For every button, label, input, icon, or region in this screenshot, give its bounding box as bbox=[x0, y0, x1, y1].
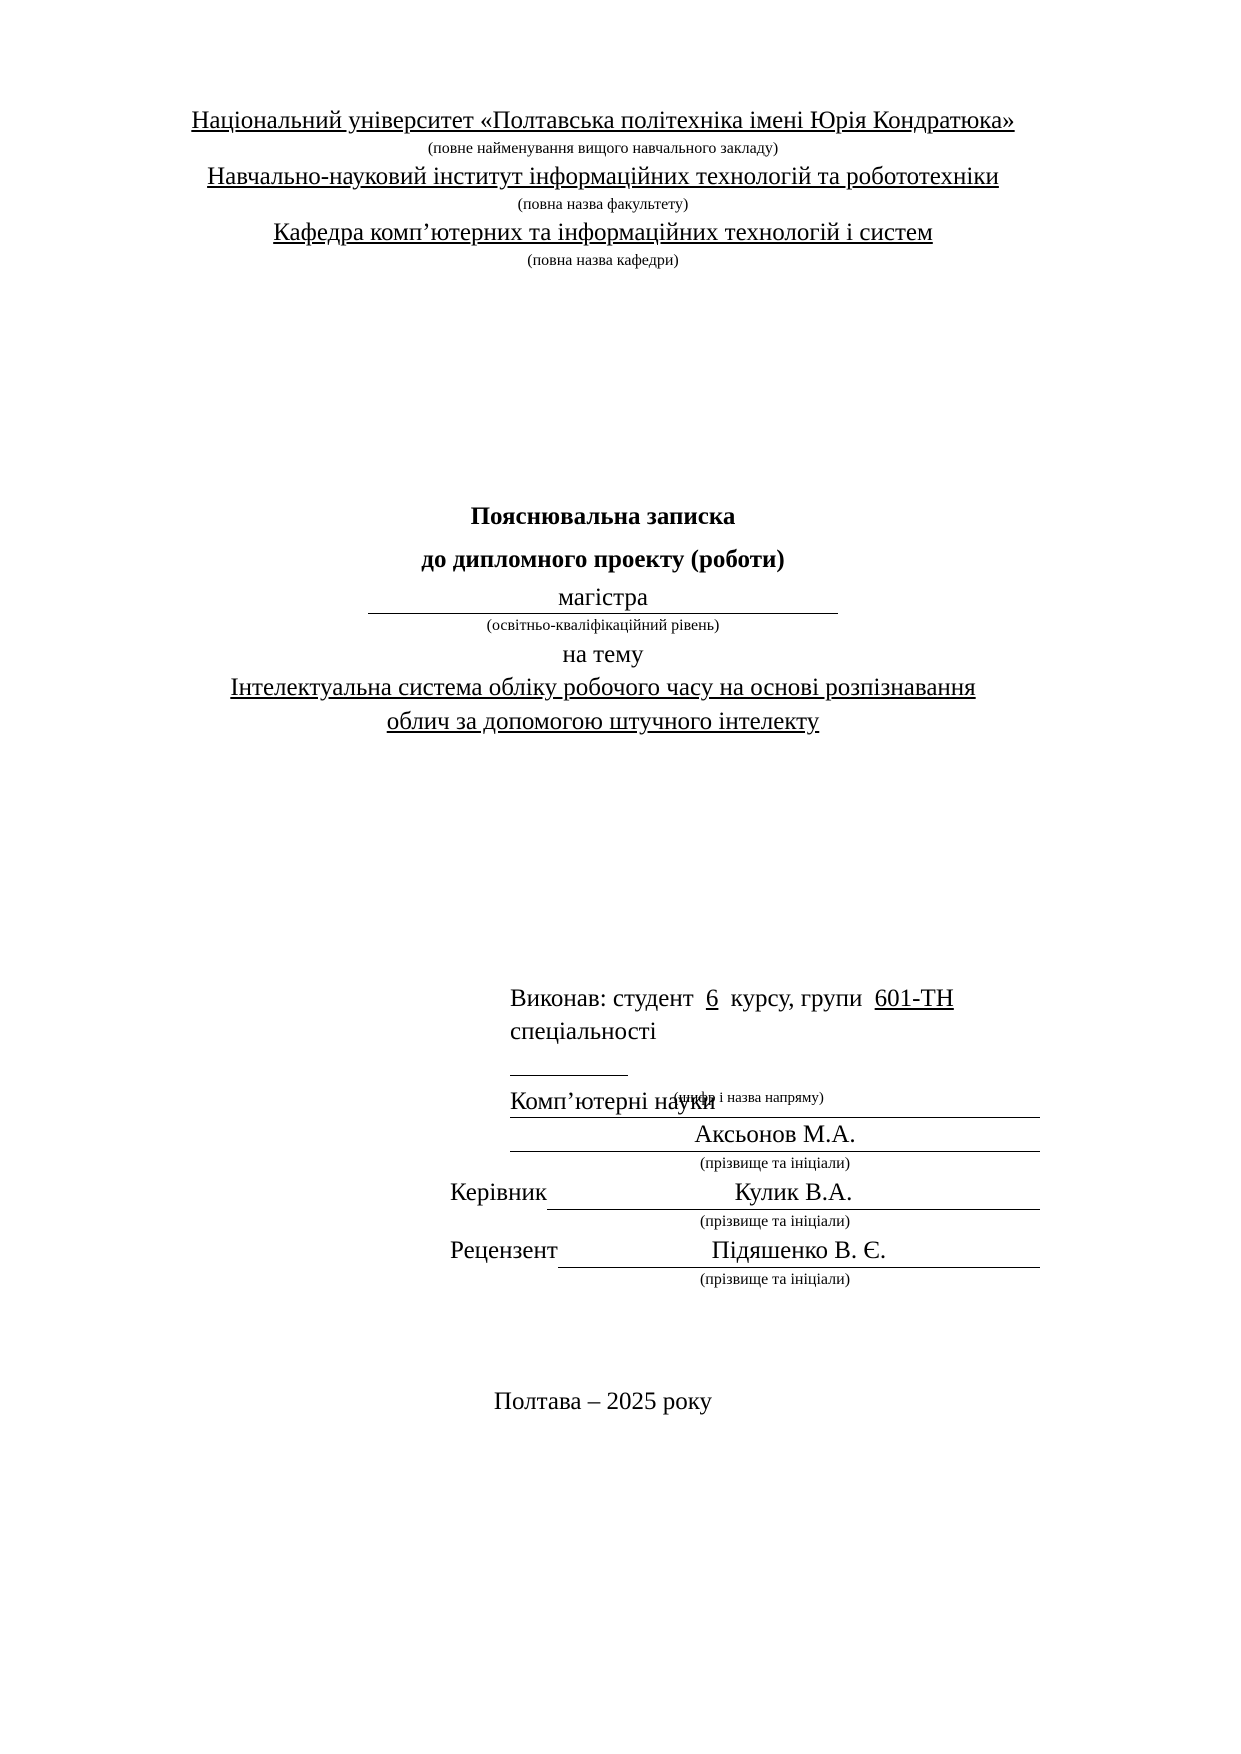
university-name: Національний університет «Полтавська політехніка імені Юрія Кондратюка» bbox=[191, 107, 1015, 134]
speciality-code-field bbox=[510, 1048, 628, 1076]
executor-course: 6 bbox=[705, 985, 719, 1012]
supervisor-label: Керівник bbox=[450, 1179, 547, 1206]
degree-field: магістра bbox=[368, 583, 838, 614]
executor-line bbox=[510, 982, 1040, 1015]
executor-block bbox=[510, 982, 1040, 1176]
reviewer-caption: (прізвище та ініціали) bbox=[699, 1271, 851, 1288]
speciality-label: спеціальності bbox=[510, 1018, 657, 1045]
university-caption: (повне найменування вищого навчального закладу) bbox=[427, 140, 779, 157]
city-year-line: Полтава – 2025 року bbox=[493, 1388, 713, 1415]
student-name-row bbox=[510, 1118, 1040, 1152]
supervisor-name-field: Кулик В.А. bbox=[547, 1176, 1040, 1210]
topic-label: на тему bbox=[562, 641, 644, 668]
spacer bbox=[165, 739, 1041, 982]
reviewer-block bbox=[450, 1234, 1040, 1292]
department-name: Кафедра комп’ютерних та інформаційних технологій і систем bbox=[273, 219, 933, 246]
degree-row bbox=[165, 583, 1041, 614]
speciality-row bbox=[510, 1085, 1040, 1118]
speciality-caption: (шифр і назва напряму) bbox=[673, 1090, 824, 1106]
institute-name: Навчально-науковий інститут інформаційних технологій та робототехніки bbox=[207, 163, 999, 190]
speciality-blank-row bbox=[510, 1048, 1040, 1085]
executor-middle: курсу, групи bbox=[730, 985, 863, 1012]
reviewer-row bbox=[450, 1234, 1040, 1268]
student-name-field: Аксьонов М.А. bbox=[510, 1118, 1040, 1152]
topic-line2: облич за допомогою штучного інтелекту bbox=[386, 708, 820, 735]
document-title-line1: Пояснювальна записка bbox=[470, 503, 736, 530]
student-name-caption: (прізвище та ініціали) bbox=[699, 1155, 851, 1172]
department-caption: (повна назва кафедри) bbox=[527, 252, 679, 269]
topic-line1: Інтелектуальна система обліку робочого часу на основі розпізнавання bbox=[230, 674, 976, 701]
reviewer-label: Рецензент bbox=[450, 1237, 558, 1264]
document-title-line2: до дипломного проекту (роботи) bbox=[421, 546, 785, 573]
reviewer-name-field: Підяшенко В. Є. bbox=[558, 1234, 1040, 1268]
supervisor-block bbox=[450, 1176, 1040, 1234]
executor-prefix: Виконав: студент bbox=[510, 985, 694, 1012]
supervisor-caption: (прізвище та ініціали) bbox=[699, 1213, 851, 1230]
institute-caption: (повна назва факультету) bbox=[517, 196, 689, 213]
spacer bbox=[165, 273, 1041, 500]
degree-caption: (освітньо-кваліфікаційний рівень) bbox=[486, 617, 720, 634]
speciality-name: Комп’ютерні науки bbox=[510, 1088, 716, 1115]
supervisor-row bbox=[450, 1176, 1040, 1210]
executor-group: 601-ТН bbox=[874, 985, 954, 1012]
